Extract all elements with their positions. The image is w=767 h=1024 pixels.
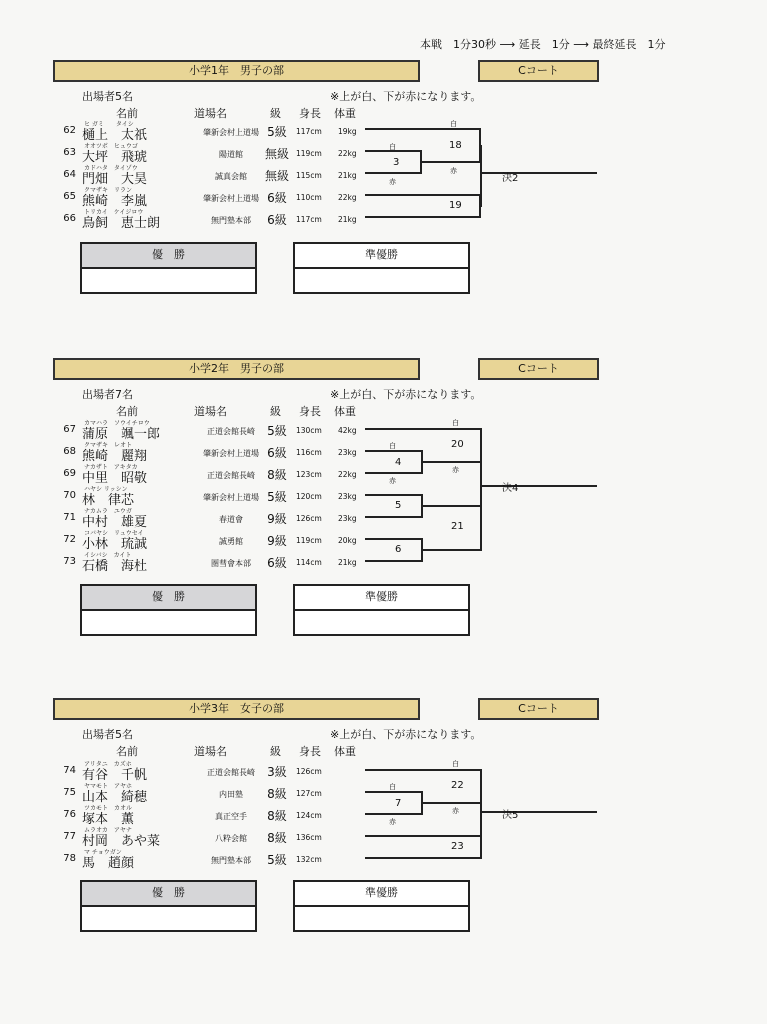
player-dojo: 肇新会村上道場: [203, 194, 259, 203]
player-name: 中里 昭敬: [82, 471, 148, 486]
runner-up-label: 準優勝: [295, 882, 468, 907]
player-name: 馬 趙顔: [82, 856, 135, 871]
final-label: 決4: [502, 483, 519, 494]
player-weight: 22kg: [338, 149, 357, 158]
player-number: 67: [63, 424, 76, 435]
match-number: 4: [395, 457, 402, 468]
player-number: 63: [63, 147, 76, 158]
player-name: 有谷 千帆: [82, 768, 148, 783]
player-name: 山本 綺穂: [82, 790, 148, 805]
court-label: Cコート: [478, 60, 599, 82]
player-furigana: コバヤシ リュウセイ: [84, 530, 144, 537]
player-furigana: ナカザト アキタカ: [84, 464, 138, 471]
player-furigana: カドハタ タイゾウ: [84, 165, 138, 172]
participant-count: 出場者5名: [82, 90, 133, 103]
player-furigana: マ チョウガン: [84, 849, 122, 856]
header-height: 身長: [299, 107, 321, 120]
header-kyu: 級: [270, 405, 281, 418]
player-weight: 21kg: [338, 558, 357, 567]
match-number: 21: [451, 521, 464, 532]
match-number: 20: [451, 439, 464, 450]
match-number: 3: [393, 157, 400, 168]
player-height: 123cm: [296, 470, 322, 479]
player-kyu: 無級: [264, 169, 289, 183]
player-weight: 23kg: [338, 492, 357, 501]
player-kyu: 5級: [267, 125, 287, 139]
player-number: 64: [63, 169, 76, 180]
white-label: 白: [389, 143, 396, 151]
player-dojo: 陽道館: [219, 150, 243, 159]
player-number: 77: [63, 831, 76, 842]
player-height: 119cm: [296, 536, 322, 545]
player-name: 熊崎 李嵐: [82, 194, 148, 209]
player-dojo: 無門塾本部: [211, 856, 251, 865]
player-kyu: 8級: [267, 787, 287, 801]
player-number: 69: [63, 468, 76, 479]
player-kyu: 5級: [267, 853, 287, 867]
player-dojo: 八粋会館: [215, 834, 247, 843]
match-number: 18: [449, 140, 462, 151]
player-number: 68: [63, 446, 76, 457]
player-furigana: アリタニ カズホ: [84, 761, 132, 768]
side-note: ※上が白、下が赤になります。: [330, 90, 482, 103]
player-kyu: 8級: [267, 831, 287, 845]
side-note: ※上が白、下が赤になります。: [330, 728, 482, 741]
winner-label: 優 勝: [82, 244, 255, 269]
player-kyu: 6級: [267, 446, 287, 460]
player-dojo: 誠勇館: [219, 537, 243, 546]
player-dojo: 圏彗會本部: [211, 559, 251, 568]
time-rule: 本戦 1分30秒 ⟶ 延長 1分 ⟶ 最終延長 1分: [420, 38, 666, 51]
header-dojo: 道場名: [194, 745, 227, 758]
player-number: 65: [63, 191, 76, 202]
player-height: 119cm: [296, 149, 322, 158]
player-number: 66: [63, 213, 76, 224]
player-weight: 22kg: [338, 193, 357, 202]
winner-label: 優 勝: [82, 882, 255, 907]
header-kyu: 級: [270, 745, 281, 758]
court-label: Cコート: [478, 358, 599, 380]
winner-box: [80, 880, 257, 932]
player-height: 110cm: [296, 193, 322, 202]
match-number: 5: [395, 500, 402, 511]
player-kyu: 無級: [264, 147, 289, 161]
match-number: 6: [395, 544, 402, 555]
match-number: 19: [449, 200, 462, 211]
header-height: 身長: [299, 405, 321, 418]
player-number: 70: [63, 490, 76, 501]
player-furigana: ハヤシ リッシン: [84, 486, 128, 493]
player-furigana: カマハラ ソウイチロウ: [84, 420, 150, 427]
player-kyu: 6級: [267, 213, 287, 227]
section-title: 小学2年 男子の部: [53, 358, 420, 380]
runner-up-box: [293, 880, 470, 932]
player-furigana: ムラオカ アヤナ: [84, 827, 132, 834]
red-label: 赤: [389, 477, 396, 485]
header-name: 名前: [116, 107, 138, 120]
player-furigana: ヤマモト アヤホ: [84, 783, 133, 790]
player-name: 中村 雄夏: [82, 515, 148, 530]
header-dojo: 道場名: [194, 107, 227, 120]
match-number: 22: [451, 780, 464, 791]
white-label: 白: [389, 442, 396, 450]
player-weight: 23kg: [338, 514, 357, 523]
player-dojo: 春道會: [219, 515, 243, 524]
player-kyu: 3級: [267, 765, 287, 779]
player-height: 132cm: [296, 855, 322, 864]
player-height: 120cm: [296, 492, 322, 501]
side-note: ※上が白、下が赤になります。: [330, 388, 482, 401]
player-kyu: 6級: [267, 191, 287, 205]
player-name: 石橋 海杜: [82, 559, 148, 574]
player-furigana: オオツボ ヒュウゴ: [84, 143, 138, 150]
player-dojo: 正道会館長崎: [207, 427, 255, 436]
player-number: 75: [63, 787, 76, 798]
court-label: Cコート: [478, 698, 599, 720]
player-furigana: トリカイ ケイジロウ: [84, 209, 144, 216]
player-kyu: 6級: [267, 556, 287, 570]
player-number: 72: [63, 534, 76, 545]
red-label: 赤: [452, 807, 459, 815]
player-weight: 22kg: [338, 470, 357, 479]
player-number: 71: [63, 512, 76, 523]
player-height: 126cm: [296, 767, 322, 776]
player-furigana: ツカモト カオル: [84, 805, 133, 812]
player-name: 小林 琉誠: [82, 537, 148, 552]
player-name: 蒲原 颯一郎: [82, 427, 161, 442]
section-title: 小学3年 女子の部: [53, 698, 420, 720]
player-number: 73: [63, 556, 76, 567]
player-dojo: 肇新会村上道場: [203, 128, 259, 137]
header-name: 名前: [116, 405, 138, 418]
white-label: 白: [389, 783, 396, 791]
winner-box: [80, 242, 257, 294]
header-dojo: 道場名: [194, 405, 227, 418]
player-dojo: 肇新会村上道場: [203, 449, 259, 458]
player-name: 林 律芯: [82, 493, 135, 508]
runner-up-box: [293, 242, 470, 294]
player-dojo: 無門塾本部: [211, 216, 251, 225]
player-kyu: 9級: [267, 512, 287, 526]
player-height: 117cm: [296, 127, 322, 136]
player-dojo: 真正空手: [215, 812, 247, 821]
match-number: 7: [395, 798, 402, 809]
header-name: 名前: [116, 745, 138, 758]
player-name: 鳥飼 恵士朗: [82, 216, 161, 231]
player-weight: 42kg: [338, 426, 357, 435]
header-kyu: 級: [270, 107, 281, 120]
player-height: 126cm: [296, 514, 322, 523]
match-number: 23: [451, 841, 464, 852]
player-dojo: 正道会館長崎: [207, 471, 255, 480]
player-height: 124cm: [296, 811, 322, 820]
participant-count: 出場者7名: [82, 388, 133, 401]
player-kyu: 5級: [267, 424, 287, 438]
player-weight: 23kg: [338, 448, 357, 457]
player-dojo: 内田塾: [219, 790, 243, 799]
white-label: 白: [450, 120, 457, 128]
section-title: 小学1年 男子の部: [53, 60, 420, 82]
runner-up-label: 準優勝: [295, 586, 468, 611]
player-height: 114cm: [296, 558, 322, 567]
white-label: 白: [452, 419, 459, 427]
player-height: 117cm: [296, 215, 322, 224]
player-kyu: 8級: [267, 468, 287, 482]
red-label: 赤: [452, 466, 459, 474]
header-height: 身長: [299, 745, 321, 758]
player-kyu: 8級: [267, 809, 287, 823]
player-number: 78: [63, 853, 76, 864]
player-height: 136cm: [296, 833, 322, 842]
participant-count: 出場者5名: [82, 728, 133, 741]
player-height: 127cm: [296, 789, 322, 798]
red-label: 赤: [389, 818, 396, 826]
winner-box: [80, 584, 257, 636]
player-name: 熊崎 麗翔: [82, 449, 148, 464]
player-furigana: クマザキ リラン: [84, 187, 133, 194]
player-name: 樋上 太祇: [82, 128, 148, 143]
player-furigana: クマザキ レオト: [84, 442, 133, 449]
player-name: 門畑 大昊: [82, 172, 148, 187]
player-furigana: イシバシ カイト: [84, 552, 132, 559]
runner-up-label: 準優勝: [295, 244, 468, 269]
red-label: 赤: [389, 178, 396, 186]
player-weight: 21kg: [338, 215, 357, 224]
player-number: 62: [63, 125, 76, 136]
player-name: 塚本 薫: [82, 812, 135, 827]
player-name: 村岡 あや菜: [82, 834, 161, 849]
player-height: 115cm: [296, 171, 322, 180]
player-weight: 20kg: [338, 536, 357, 545]
player-kyu: 9級: [267, 534, 287, 548]
header-weight: 体重: [334, 745, 356, 758]
runner-up-box: [293, 584, 470, 636]
player-weight: 21kg: [338, 171, 357, 180]
player-dojo: 誠真会館: [215, 172, 247, 181]
winner-label: 優 勝: [82, 586, 255, 611]
header-weight: 体重: [334, 405, 356, 418]
red-label: 赤: [450, 167, 457, 175]
player-kyu: 5級: [267, 490, 287, 504]
player-height: 130cm: [296, 426, 322, 435]
player-number: 76: [63, 809, 76, 820]
player-furigana: ヒ ガミ タイシ: [84, 121, 134, 128]
header-weight: 体重: [334, 107, 356, 120]
final-label: 決2: [502, 173, 519, 184]
white-label: 白: [452, 760, 459, 768]
player-height: 116cm: [296, 448, 322, 457]
player-number: 74: [63, 765, 76, 776]
player-name: 大坪 飛琥: [82, 150, 148, 165]
player-weight: 19kg: [338, 127, 357, 136]
player-furigana: ナカムラ ユウガ: [84, 508, 132, 515]
player-dojo: 肇新会村上道場: [203, 493, 259, 502]
player-dojo: 正道会館長崎: [207, 768, 255, 777]
final-label: 決5: [502, 810, 519, 821]
